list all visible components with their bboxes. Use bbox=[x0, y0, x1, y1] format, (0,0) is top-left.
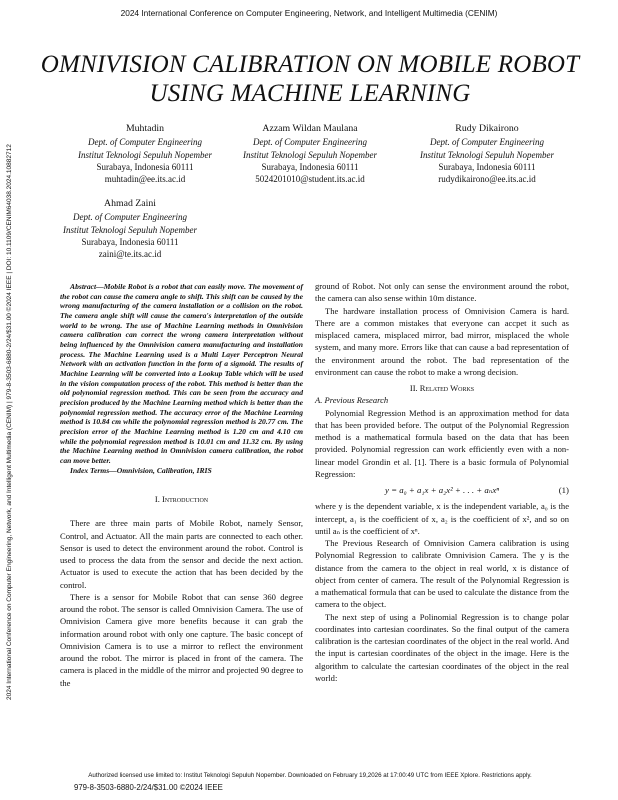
author-institution: Institut Teknologi Sepuluh Nopember bbox=[63, 224, 197, 235]
author-institution: Institut Teknologi Sepuluh Nopember bbox=[78, 149, 212, 160]
intro-paragraph: There is a sensor for Mobile Robot that can sense 360 degree around the robot. The sensor is called Omnivision Camera. The use of Omnivision Camera give more benefits because it can grab the information around robot with only one capture. The basic concept of Omnivision Camera is to use a mirror to reflect the environment around the robot. The mirror is placed in front of the camera. The camera is placed in the middle of the mirror and projected 90 degree to the bbox=[60, 591, 303, 688]
body-paragraph: The next step of using a Polinomial Regression is to change polar coordinates into cartesian coordinates. So the final output of the camera calibration is the cartesian coordinates of the object in the real world. And the input is cartesian coordinates of the object in the image. Here is the algorithm to calculate the cartesian coordinates of the object in the real world: bbox=[315, 611, 569, 683]
author-name: Ahmad Zaini bbox=[104, 198, 156, 209]
conference-header: 2024 International Conference on Computer Engineering, Network, and Intelligent Multimedia (CENIM) bbox=[120, 8, 498, 18]
body-paragraph: where y is the dependent variable, x is the independent variable, a₀ is the intercept, a₁ is the coefficient of x, a₂ is the coefficient of x², and so on until aₙ is the coefficient of xⁿ. bbox=[315, 501, 569, 536]
author-block-1 bbox=[50, 123, 240, 185]
author-city: Surabaya, Indonesia 60111 bbox=[81, 236, 179, 247]
equation-1 bbox=[315, 484, 569, 496]
author-email: muhtadin@ee.its.ac.id bbox=[104, 174, 186, 185]
author-name: Muhtadin bbox=[125, 123, 165, 134]
body-paragraph: The Previous Research of Omnivision Camera calibration is using Polynomial Regression to calibrate Omnivision Camera. The y is the distance from the camera to the object in real world, x is distance of object from center of camera. The result of the Polynomial Regression is a mathematical formula that can be used to calculate the distance from the camera to the object. bbox=[315, 538, 569, 610]
body-paragraph: ground of Robot. Not only can sense the environment around the robot, the camera can also sense within 10m distance. bbox=[315, 281, 569, 304]
author-dept: Dept. of Computer Engineering bbox=[73, 212, 187, 223]
author-block-3 bbox=[392, 123, 582, 185]
author-dept: Dept. of Computer Engineering bbox=[430, 137, 544, 148]
subsection-heading-previous-research: A. Previous Research bbox=[315, 395, 389, 406]
author-institution: Institut Teknologi Sepuluh Nopember bbox=[243, 149, 377, 160]
body-paragraph: Polynomial Regression Method is an approximation method for data that has been provided before. The output of the Polynomial Regression method is a mathematical formula based on the data that has been provided. Polynomial regression can work efficiently even with a non-linear model Grondin et al. [1]. There is a basic formula of Polynomial Regression: bbox=[315, 407, 569, 479]
body-paragraph: The hardware installation process of Omnivision Camera is hard. There are a common mistakes that everyone can accpet it such as misplaced camera, misplaced mirror, bad mirror, misplaced the whole system, and many more. Errors like that can cause a bad representation of the environment around the robot. The bad representation of the environment can cause the robot to make a wrong decision. bbox=[315, 305, 569, 377]
author-name: Rudy Dikairono bbox=[455, 123, 519, 134]
author-name: Azzam Wildan Maulana bbox=[262, 123, 358, 134]
author-email: 5024201010@student.its.ac.id bbox=[255, 174, 365, 185]
title-line-1: OMNIVISION CALIBRATION ON MOBILE ROBOT bbox=[40, 51, 580, 78]
author-block-2 bbox=[215, 123, 405, 185]
author-dept: Dept. of Computer Engineering bbox=[253, 137, 367, 148]
title-line-2: USING MACHINE LEARNING bbox=[149, 80, 471, 107]
equation-number: (1) bbox=[558, 485, 569, 495]
right-column bbox=[315, 280, 569, 684]
author-dept: Dept. of Computer Engineering bbox=[88, 137, 202, 148]
paper-title bbox=[30, 50, 590, 108]
side-margin-doi: 2024 International Conference on Computer Engineering, Network, and Intelligent Multimedia (CENIM) | 979-8-3503-6880-2/24/$31.00 ©2024 IEEE | DOI: 10.1109/CENIM64038.2024.10882712 bbox=[6, 144, 13, 700]
footer-copyright: 979-8-3503-6880-2/24/$31.00 ©2024 IEEE bbox=[74, 783, 223, 792]
section-heading-related-works: II. Related Works bbox=[409, 383, 475, 393]
left-column bbox=[60, 282, 303, 689]
footer-license: Authorized licensed use limited to: Institut Teknologi Sepuluh Nopember. Downloaded on February 19,2026 at 17:00:49 UTC from IEEE Xplore. Restrictions apply. bbox=[88, 772, 532, 779]
author-city: Surabaya, Indonesia 60111 bbox=[96, 161, 194, 172]
author-email: zaini@te.its.ac.id bbox=[98, 249, 162, 260]
intro-paragraph: There are three main parts of Mobile Robot, namely Sensor, Control, and Actuator. All the main parts are connected to each other. Sensor is used to detect the environment around the robot. Control is used to process the data from the sensor and decide the next action. Actuator is used to execute the action that has been decided by the control. bbox=[60, 518, 303, 590]
author-email: rudydikairono@ee.its.ac.id bbox=[438, 174, 536, 185]
author-institution: Institut Teknologi Sepuluh Nopember bbox=[420, 149, 554, 160]
author-block-4 bbox=[35, 198, 225, 260]
section-heading-introduction: I. Introduction bbox=[154, 494, 209, 505]
equation-formula: y = a₀ + a₁x + a₂x² + . . . + aₙxⁿ bbox=[384, 485, 500, 495]
index-terms: Index Terms—Omnivision, Calibration, IRIS bbox=[70, 466, 212, 476]
author-city: Surabaya, Indonesia 60111 bbox=[438, 161, 536, 172]
abstract: Abstract—Mobile Robot is a robot that can easily move. The movement of the robot can cause the camera angle to shift. This shift can be caused by the wrong manufacturing of the camera installation or a collision on the robot. The camera angle shift will cause the camera's interpretation of the outside world to be wrong. The use of Machine Learning methods in Omnivision camera calibration can correct the wrong camera interpretation without being influenced by the Omnivision camera manufacturing and installation process. The Machine Learning used is a Multi Layer Perceptron Neural Network with an activation function in the form of a sigmoid. The results of Machine Learning will be converted into a Lookup Table which will be used in the vision computation process of the robot. This method is better than the old polynomial regression method. This can be seen from the accuracy and precision produced by the Machine Learning method which is better than the polynomial regression method. The accuracy error of the Machine Learning method is 10.84 cm while the polynomial regression method is 20.77 cm. The precision error of the Machine Learning method is 1.20 cm and 4.10 cm while the polynomial regression method is 10.01 cm and 11.32 cm. By using the Machine Learning method in Omnivision camera calibration, the robot can move better. bbox=[60, 282, 303, 465]
author-city: Surabaya, Indonesia 60111 bbox=[261, 161, 359, 172]
